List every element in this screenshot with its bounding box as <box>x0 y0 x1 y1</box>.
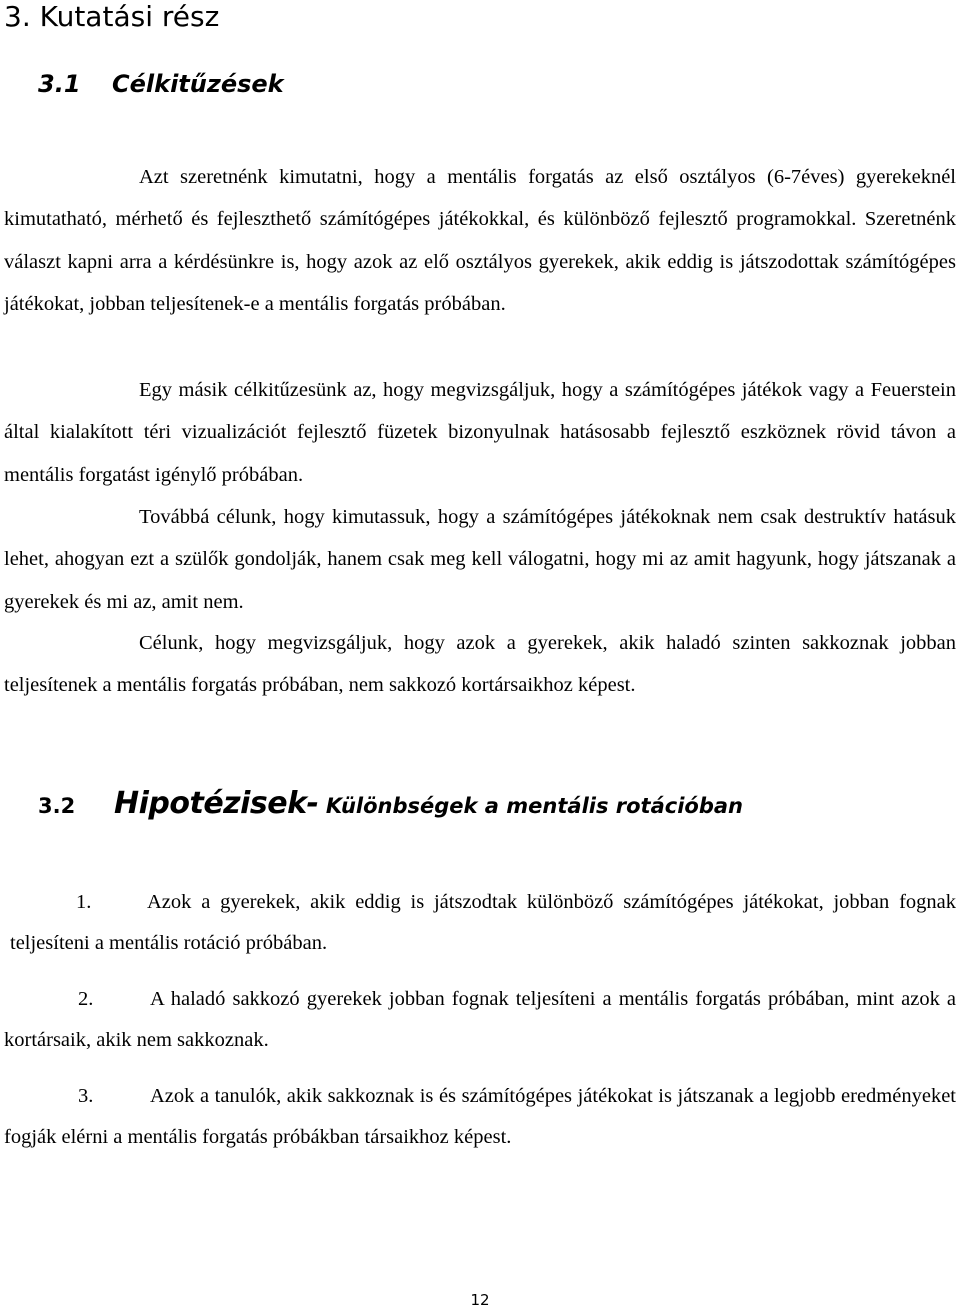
hypothesis-item-3 <box>4 1076 956 1158</box>
subsection-heading-hypotheses <box>38 780 743 830</box>
subsection-title-main: Hipotézisek- <box>114 786 319 821</box>
paragraph-2: Egy másik célkitűzesünk az, hogy megvizsgáljuk, hogy a számítógépes játékok vagy a Feuerstein által kialakított téri vizualizációt fejlesztő füzetek bizonyulnak hatásosabb fejlesztő eszköznek rövid távon a mentális forgatást igénylő próbában. <box>4 379 956 486</box>
paragraph-1: Azt szeretnénk kimutatni, hogy a mentális forgatás az első osztályos (6-7éves) gyerekeknél kimutatható, mérhető és fejleszthető számítógépes játékokkal, és különböző fejlesztő programokkal. Szeretnénk választ kapni arra a kérdésünkre is, hogy azok az elő osztályos gyerekek, akik eddig is játszodottak számítógépes játékokat, jobban teljesítenek-e a mentális forgatás próbában. <box>4 166 956 316</box>
list-marker: 3. <box>78 1085 94 1107</box>
section-heading: 3. Kutatási rész <box>4 0 220 33</box>
subsection-number: 3.2 <box>38 794 76 818</box>
paragraph-3: Továbbá célunk, hogy kimutassuk, hogy a számítógépes játékoknak nem csak destruktív hatásuk lehet, ahogyan ezt a szülők gondolják, hanem csak meg kell válogatni, hogy mi az amit hagyunk, hogy játszanak a gyerekek és mi az, amit nem. <box>4 506 956 613</box>
subsection-title: Célkitűzések <box>112 70 284 98</box>
hypothesis-text: A haladó sakkozó gyerekek jobban fognak teljesíteni a mentális forgatás próbában, mint azok a kortársaik, akik nem sakkoznak. <box>4 988 956 1051</box>
subsection-number: 3.1 <box>38 70 81 98</box>
hypothesis-text: Azok a tanulók, akik sakkoznak is és számítógépes játékokat is játszanak a legjobb eredményeket fogják elérni a mentális forgatás próbákban társaikhoz képest. <box>4 1085 956 1148</box>
subsection-heading-goals <box>38 68 284 100</box>
hypothesis-text: Azok a gyerekek, akik eddig is játszodtak különböző számítógépes játékokat, jobban fognak teljesíteni a mentális rotáció próbában. <box>10 891 956 954</box>
page-number: 12 <box>470 1291 490 1309</box>
list-marker: 2. <box>78 988 94 1010</box>
hypothesis-item-1 <box>10 882 956 964</box>
list-marker: 1. <box>76 891 92 913</box>
subsection-title-rest: Különbségek a mentális rotációban <box>318 794 743 818</box>
hypothesis-item-2 <box>4 979 956 1061</box>
paragraph-4: Célunk, hogy megvizsgáljuk, hogy azok a gyerekek, akik haladó szinten sakkoznak jobban teljesítenek a mentális forgatás próbában, nem sakkozó kortársaikhoz képest. <box>4 632 956 697</box>
